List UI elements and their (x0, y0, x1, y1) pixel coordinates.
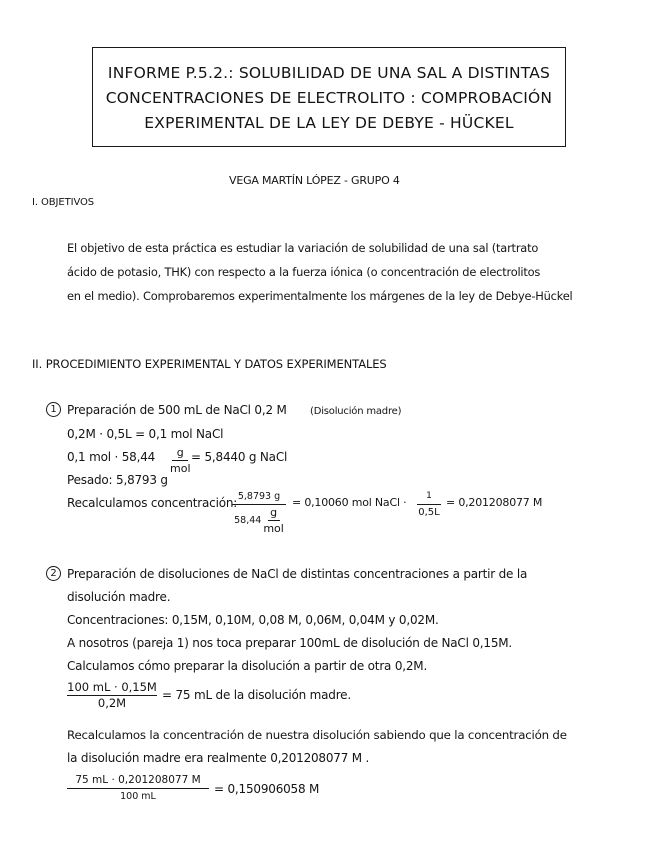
step-1-mass-calc-post: = 5,8440 g NaCl (191, 450, 288, 464)
fraction-denominator: 100 mL (120, 791, 156, 802)
fraction-denominator: 58,44 (234, 515, 262, 526)
step-2-dilution-result: = 75 mL de la disolución madre. (162, 688, 351, 702)
step-1-recalc-label: Recalculamos concentración: (67, 496, 238, 510)
step-2-title-line-2: disolución madre. (67, 590, 171, 604)
step-1-number: 1 (46, 402, 61, 417)
step-1-mass-calc-pre: 0,1 mol · 58,44 (67, 450, 156, 464)
fraction-numerator: 100 mL · 0,15M (67, 680, 157, 694)
denominator-unit-fraction: $\frac{g}{\text{mol}}$ (263, 506, 284, 535)
fraction-denominator: 0,5L (418, 507, 440, 518)
title-line-2: CONCENTRACIONES DE ELECTROLITO : COMPROBACIÓN (105, 89, 553, 107)
step-1-weighed-mass: Pesado: 5,8793 g (67, 473, 168, 487)
step-1-recalc-fraction (232, 490, 286, 535)
objective-line-1: El objetivo de esta práctica es estudiar la variación de solubilidad de una sal (tartrato (67, 241, 539, 255)
author-line: VEGA MARTÍN LÓPEZ - GRUPO 4 (229, 174, 400, 187)
fraction-numerator: 1 (426, 491, 432, 501)
objective-line-2: ácido de potasio, THK) con respecto a la fuerza iónica (o concentración de electrolitos (67, 265, 541, 279)
fraction-numerator: 75 mL · 0,201208077 M (75, 774, 201, 786)
fraction-numerator: g (176, 446, 184, 459)
fraction-denominator: mol (170, 462, 191, 475)
step-1-title: Preparación de 500 mL de NaCl 0,2 M (67, 403, 287, 417)
title-line-1: INFORME P.5.2.: SOLUBILIDAD DE UNA SAL A DISTINTAS (107, 64, 551, 82)
step-1-recalc-result: = 0,201208077 M (446, 496, 543, 509)
step-2-recalc-line-2: la disolución madre era realmente 0,201208077 M . (67, 751, 370, 765)
step-2-concentrations: Concentraciones: 0,15M, 0,10M, 0,08 M, 0,06M, 0,04M y 0,02M. (67, 613, 439, 627)
step-2-number: 2 (46, 566, 61, 581)
step-2-recalc-line-1: Recalculamos la concentración de nuestra disolución sabiendo que la concentración de (67, 728, 567, 742)
step-1-volume-fraction (417, 490, 441, 519)
section-2-heading: II. PROCEDIMIENTO EXPERIMENTAL Y DATOS EXPERIMENTALES (32, 357, 387, 371)
step-2-calc-intro: Calculamos cómo preparar la disolución a partir de otra 0,2M. (67, 659, 428, 673)
step-2-assignment: A nosotros (pareja 1) nos toca preparar 100mL de disolución de NaCl 0,15M. (67, 636, 513, 650)
title-box (92, 47, 566, 147)
step-1-mol-calc: 0,2M · 0,5L = 0,1 mol NaCl (67, 427, 224, 441)
step-1-mass-unit-fraction (170, 446, 191, 475)
step-2-final-fraction (67, 774, 209, 803)
title-line-3: EXPERIMENTAL DE LA LEY DE DEBYE - HÜCKEL (144, 114, 514, 132)
fraction-numerator: 5,8793 g (237, 491, 281, 502)
step-1-title-note: (Disolución madre) (310, 406, 402, 417)
fraction-denominator: 0,2M (97, 696, 127, 710)
step-2-title-line-1: Preparación de disoluciones de NaCl de distintas concentraciones a partir de la (67, 567, 528, 581)
step-2-dilution-fraction (67, 681, 157, 710)
objective-line-3: en el medio). Comprobaremos experimentalmente los márgenes de la ley de Debye-Hückel (67, 289, 573, 303)
section-1-heading: I. OBJETIVOS (32, 197, 95, 208)
step-1-recalc-mid: = 0,10060 mol NaCl · (292, 496, 407, 509)
step-2-final-result: = 0,150906058 M (214, 782, 320, 796)
